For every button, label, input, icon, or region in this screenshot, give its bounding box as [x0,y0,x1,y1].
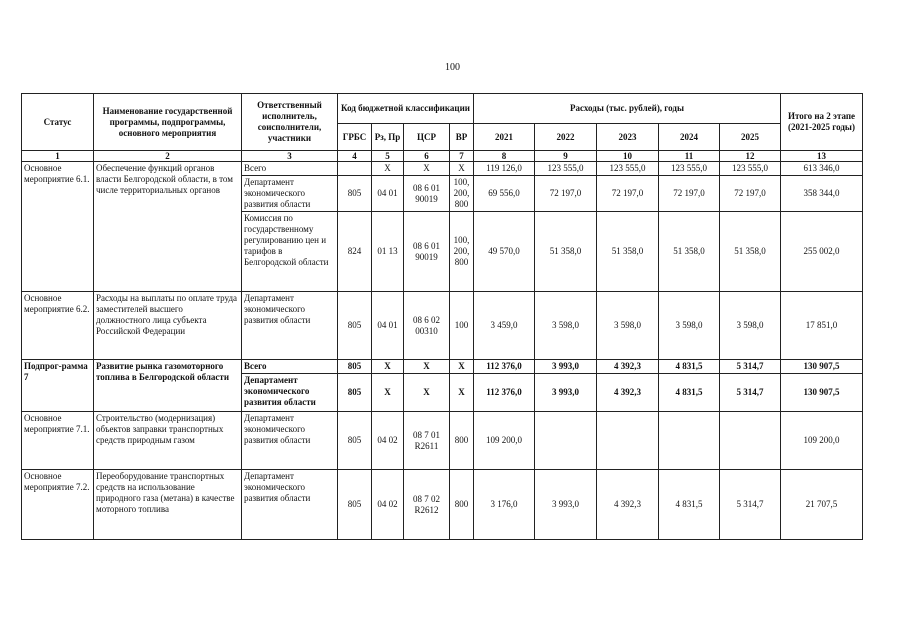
value-2024 [659,412,720,470]
header-year-2021: 2021 [474,124,535,151]
responsible-cell: Департамент экономического развития области [242,292,338,360]
vr-cell: 100, 200, 800 [450,176,474,212]
value-2021: 3 176,0 [474,470,535,540]
rzpr-cell: 04 01 [372,176,404,212]
column-number: 13 [781,151,863,162]
value-2023: 123 555,0 [597,162,659,176]
csr-cell: 08 6 01 90019 [404,176,450,212]
column-number: 2 [94,151,242,162]
rzpr-cell: 04 01 [372,292,404,360]
value-2022: 3 598,0 [535,292,597,360]
vr-cell: 100, 200, 800 [450,212,474,292]
name-cell: Расходы на выплаты по оплате труда заместителей высшего должностного лица субъекта Российской Федерации [94,292,242,360]
value-2025: 5 314,7 [720,360,781,374]
rzpr-cell: X [372,374,404,412]
value-total: 130 907,5 [781,374,863,412]
value-total: 17 851,0 [781,292,863,360]
name-cell: Переоборудование транспортных средств на использование природного газа (метана) в качестве моторного топлива [94,470,242,540]
value-2023: 4 392,3 [597,470,659,540]
value-2024: 72 197,0 [659,176,720,212]
value-2024: 4 831,5 [659,374,720,412]
header-year-2022: 2022 [535,124,597,151]
csr-cell: X [404,374,450,412]
value-2024: 4 831,5 [659,470,720,540]
grbs-cell [338,162,372,176]
header-expenses: Расходы (тыс. рублей), годы [474,94,781,124]
value-2022: 72 197,0 [535,176,597,212]
rzpr-cell: 04 02 [372,412,404,470]
responsible-cell: Комиссия по государственному регулированию цен и тарифов в Белгородской области [242,212,338,292]
value-2021: 112 376,0 [474,360,535,374]
vr-cell: 100 [450,292,474,360]
csr-cell: 08 6 02 00310 [404,292,450,360]
value-2021: 119 126,0 [474,162,535,176]
vr-cell: 800 [450,470,474,540]
value-2023: 4 392,3 [597,374,659,412]
value-2025: 3 598,0 [720,292,781,360]
page-number: 100 [445,62,460,73]
value-2024: 3 598,0 [659,292,720,360]
value-2022: 3 993,0 [535,360,597,374]
value-2025: 51 358,0 [720,212,781,292]
status-cell: Основное мероприятие 6.1. [22,162,94,292]
header-rzpr: Рз, Пр [372,124,404,151]
column-number: 10 [597,151,659,162]
responsible-cell: Департамент экономического развития области [242,470,338,540]
value-2023: 72 197,0 [597,176,659,212]
column-number: 7 [450,151,474,162]
csr-cell: 08 7 02 R2612 [404,470,450,540]
value-2025: 123 555,0 [720,162,781,176]
grbs-cell: 805 [338,292,372,360]
value-2021: 109 200,0 [474,412,535,470]
value-2021: 69 556,0 [474,176,535,212]
value-2021: 112 376,0 [474,374,535,412]
column-number: 8 [474,151,535,162]
column-number: 3 [242,151,338,162]
rzpr-cell: X [372,162,404,176]
vr-cell: X [450,162,474,176]
value-2025: 5 314,7 [720,374,781,412]
value-total: 109 200,0 [781,412,863,470]
value-total: 255 002,0 [781,212,863,292]
column-number: 4 [338,151,372,162]
header-vr: ВР [450,124,474,151]
value-total: 613 346,0 [781,162,863,176]
header-total: Итого на 2 этапе (2021-2025 годы) [781,94,863,151]
responsible-cell: Департамент экономического развития области [242,412,338,470]
responsible-cell: Департамент экономического развития области [242,374,338,412]
value-2023: 51 358,0 [597,212,659,292]
rzpr-cell: X [372,360,404,374]
column-number: 6 [404,151,450,162]
value-2021: 3 459,0 [474,292,535,360]
value-2024: 51 358,0 [659,212,720,292]
header-status: Статус [22,94,94,151]
grbs-cell: 805 [338,176,372,212]
status-cell: Подпрог-рамма 7 [22,360,94,412]
rzpr-cell: 04 02 [372,470,404,540]
column-number: 1 [22,151,94,162]
value-total: 358 344,0 [781,176,863,212]
header-budget-code: Код бюджетной классификации [338,94,474,124]
grbs-cell: 805 [338,360,372,374]
status-cell: Основное мероприятие 7.2. [22,470,94,540]
value-2025: 5 314,7 [720,470,781,540]
value-2022: 3 993,0 [535,374,597,412]
csr-cell: 08 7 01 R2611 [404,412,450,470]
value-2023: 4 392,3 [597,360,659,374]
value-2025 [720,412,781,470]
value-2022: 51 358,0 [535,212,597,292]
rzpr-cell: 01 13 [372,212,404,292]
value-2023: 3 598,0 [597,292,659,360]
value-2022: 3 993,0 [535,470,597,540]
responsible-cell: Всего [242,360,338,374]
grbs-cell: 805 [338,412,372,470]
column-number: 12 [720,151,781,162]
vr-cell: 800 [450,412,474,470]
csr-cell: 08 6 01 90019 [404,212,450,292]
header-year-2024: 2024 [659,124,720,151]
column-number: 9 [535,151,597,162]
header-year-2023: 2023 [597,124,659,151]
value-2023 [597,412,659,470]
header-grbs: ГРБС [338,124,372,151]
value-2022 [535,412,597,470]
csr-cell: X [404,162,450,176]
grbs-cell: 805 [338,470,372,540]
column-number: 5 [372,151,404,162]
grbs-cell: 824 [338,212,372,292]
status-cell: Основное мероприятие 6.2. [22,292,94,360]
value-total: 130 907,5 [781,360,863,374]
value-2024: 123 555,0 [659,162,720,176]
grbs-cell: 805 [338,374,372,412]
header-csr: ЦСР [404,124,450,151]
responsible-cell: Департамент экономического развития области [242,176,338,212]
value-2022: 123 555,0 [535,162,597,176]
header-responsible: Ответственный исполнитель, соисполнители, участники [242,94,338,151]
budget-table [21,93,863,540]
name-cell: Обеспечение функций органов власти Белгородской области, в том числе территориальных органов [94,162,242,292]
header-name: Наименование государственной программы, подпрограммы, основного мероприятия [94,94,242,151]
vr-cell: X [450,360,474,374]
csr-cell: X [404,360,450,374]
value-2024: 4 831,5 [659,360,720,374]
value-2025: 72 197,0 [720,176,781,212]
value-total: 21 707,5 [781,470,863,540]
name-cell: Развитие рынка газомоторного топлива в Белгородской области [94,360,242,412]
column-number: 11 [659,151,720,162]
value-2021: 49 570,0 [474,212,535,292]
header-year-2025: 2025 [720,124,781,151]
name-cell: Строительство (модернизация) объектов заправки транспортных средств природным газом [94,412,242,470]
vr-cell: X [450,374,474,412]
status-cell: Основное мероприятие 7.1. [22,412,94,470]
responsible-cell: Всего [242,162,338,176]
